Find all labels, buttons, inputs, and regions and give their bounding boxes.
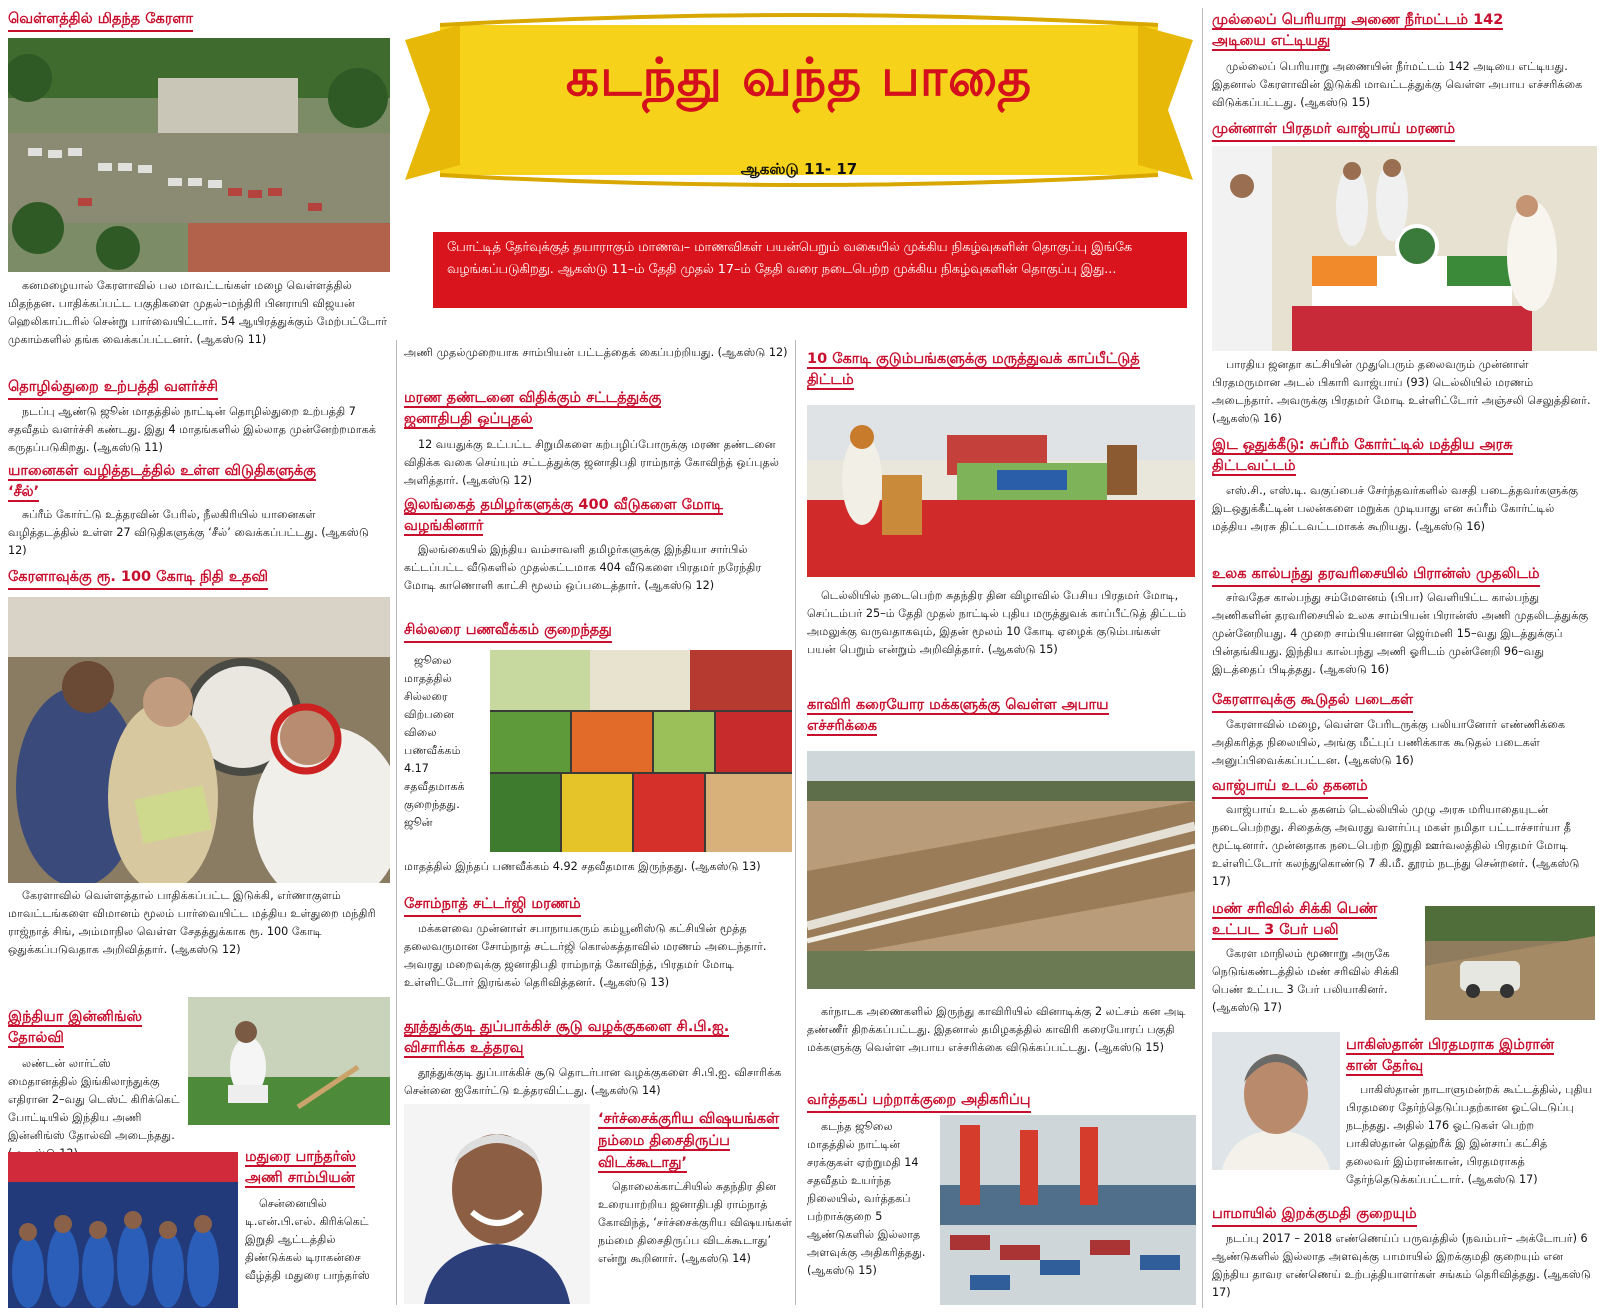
industry-text: நடப்பு ஆண்டு ஜூன் மாதத்தில் நாட்டின் தொழில்துறை உற்பத்தி 7 சதவீதம் வளர்ச்சி கண்டது. இது 4 மாதங்களில் இல்லாத முன்னேற்றமாகக் கருதப்படுகிறது. (ஆகஸ்டு 11) — [8, 405, 377, 454]
kohli-photo — [188, 997, 390, 1125]
intro-box — [433, 232, 1187, 308]
headline-india-loss: இந்தியா இன்னிங்ஸ் தோல்வி — [8, 1009, 143, 1046]
mullai-text: முல்லைப் பெரியாறு அணையின் நீர்மட்டம் 142 அடியை எட்டியது. இதனால் கேரளாவின் இடுக்கி மாவட்டத்துக்கு வெள்ள அபாய எச்சரிக்கை விடுக்கப்பட்டது. (ஆகஸ்டு 15) — [1212, 60, 1583, 109]
headline-thoothukudi: தூத்துக்குடி துப்பாக்கிச் சூடு வழக்குகளை சி.பி.ஐ. விசாரிக்க உத்தரவு — [404, 1019, 730, 1056]
madurai-continued: அணி முதல்முறையாக சாம்பியன் பட்டத்தைக் கைப்பற்றியது. (ஆகஸ்டு 12) — [404, 346, 788, 359]
cremation-text: வாஜ்பாய் உடல் தகனம் டெல்லியில் முழு அரசு மரியாதையுடன் நடைபெற்றது. சிதைக்கு அவரது வளர்ப்பு மகள் நமிதா பட்டாச்சார்யா தீ மூட்டினார். முன்னதாக நடைபெற்ற இறுதி ஊர்வலத்தில் பிரதமர் மோடி உள்ளிட்டோர் கலந்துகொண்டு 7 கி.மீ. தூரம் நடந்து சென்றனர். (ஆகஸ்டு 17) — [1212, 803, 1580, 888]
trade-text: கடந்த ஜூலை மாதத்தில் நாட்டின் சரக்குகள் ஏற்றுமதி 14 சதவீதம் உயர்ந்த நிலையில், வர்த்தகப் பற்றாக்குறை 5 ஆண்டுகளில் இல்லாத அளவுக்கு அதிகரித்தது. (ஆகஸ்டு 15) — [807, 1120, 926, 1277]
madurai-team-photo — [8, 1152, 238, 1308]
madurai-text: சென்னையில் டி.என்.பி.எல். கிரிக்கெட் இறுதி ஆட்டத்தில் திண்டுக்கல் டிராகன்சை வீழ்த்தி மதுரை பாந்தர்ஸ் — [245, 1197, 370, 1282]
column-rule — [795, 340, 796, 1305]
somnath-text: மக்களவை முன்னாள் சபாநாயகரும் கம்யூனிஸ்டு கட்சியின் மூத்த தலைவருமான சோம்நாத் சட்டர்ஜி கொல்கத்தாவில் மரணம் அடைந்தார். அவரது மறைவுக்கு ஜனாதிபதி ராம்நாத் கோவிந்த், பிரதமர் மோடி உள்ளிட்டோர் இரங்கல் தெரிவித்தனர். (ஆகஸ்டு 13) — [404, 922, 767, 989]
kerala-flood-photo — [8, 38, 390, 272]
headline-madurai: மதுரை பாந்தர்ஸ் அணி சாம்பியன் — [245, 1149, 356, 1186]
inflation-text-narrow: ஜூலை மாதத்தில் சில்லரை விற்பனை விலை பணவீக்கம் 4.17 சதவீதமாகக் குறைந்தது. ஜூன் — [404, 654, 465, 829]
health-text: டெல்லியில் நடைபெற்ற சுதந்திர தின விழாவில் பேசிய பிரதமர் மோடி, செப்டம்பர் 25–ம் தேதி முதல் நாட்டில் புதிய மருத்துவக் காப்பீட்டுத் திட்டம் அமலுக்கு வருவதாகவும், இதன் மூலம் 10 கோடி ஏழைக் குடும்பங்கள் பயன் பெறும் என்றும் அறிவித்தார். (ஆகஸ்டு 15) — [807, 589, 1187, 656]
vajpayee-text: பாரதிய ஜனதா கட்சியின் முதுபெரும் தலைவரும் முன்னாள் பிரதமருமான அடல் பிகாரி வாஜ்பாய் (93) டெல்லியில் மரணம் அடைந்தார். அவருக்கு பிரதமர் மோடி உள்ளிட்டோர் அஞ்சலி செலுத்தினர். (ஆகஸ்டு 16) — [1212, 358, 1591, 425]
headline-elephant: யானைகள் வழித்தடத்தில் உள்ள விடுதிகளுக்கு ‘சீல்’ — [8, 463, 316, 500]
headline-houses: இலங்கைத் தமிழர்களுக்கு 400 வீடுகளை மோடி வழங்கினார் — [404, 497, 723, 534]
headline-fifa: உலக கால்பந்து தரவரிசையில் பிரான்ஸ் முதலிடம் — [1212, 565, 1540, 587]
modi-red-fort-photo — [807, 405, 1195, 577]
column-rule — [396, 340, 397, 1305]
headline-vajpayee: முன்னாள் பிரதமர் வாஜ்பாய் மரணம் — [1212, 120, 1455, 142]
banner-date: ஆகஸ்டு 11- 17 — [740, 160, 858, 178]
landslide-photo — [1425, 906, 1595, 1020]
headline-landslide: மண் சரிவில் சிக்கி பெண் உட்பட 3 பேர் பலி — [1212, 901, 1378, 938]
inflation-text-wide: மாதத்தில் இந்தப் பணவீக்கம் 4.92 சதவீதமாக இருந்தது. (ஆகஸ்டு 13) — [404, 860, 761, 873]
kaveri-text: கர்நாடக அணைகளில் இருந்து காவிரியில் வினாடிக்கு 2 லட்சம் கன அடி தண்ணீர் திறக்கப்பட்டது. இதனால் தமிழகத்தில் காவிரி கரையோரப் பகுதி மக்களுக்கு வெள்ள அபாய எச்சரிக்கை விடுக்கப்பட்டது. (ஆகஸ்டு 15) — [807, 1005, 1186, 1054]
headline-kovind: ‘சர்ச்சைக்குரிய விஷயங்கள் நம்மை திசைதிருப்ப விடக்கூடாது’ — [598, 1111, 780, 1171]
headline-mullai: முல்லைப் பெரியாறு அணை நீர்மட்டம் 142 அடியை எட்டியது — [1212, 12, 1504, 49]
intro-text: போட்டித் தேர்வுக்குத் தயாராகும் மாணவ– மாணவிகள் பயன்பெறும் வகையில் முக்கிய நிகழ்வுகளின் தொகுப்பு இங்கே வழங்கப்படுகிறது. ஆகஸ்டு 11–ம் தேதி முதல் 17–ம் தேதி வரை நடைபெற்ற முக்கிய நிகழ்வுகளின் தொகுப்பு இது... — [447, 240, 1133, 277]
headline-cremation: வாஜ்பாய் உடல் தகனம் — [1212, 777, 1368, 799]
headline-kerala-aid: கேரளாவுக்கு ரூ. 100 கோடி நிதி உதவி — [8, 568, 268, 590]
port-photo — [940, 1115, 1196, 1305]
headline-health: 10 கோடி குடும்பங்களுக்கு மருத்துவக் காப்பீட்டுத் திட்டம் — [807, 351, 1140, 388]
imran-text: பாகிஸ்தான் நாடாளுமன்றக் கூட்டத்தில், புதிய பிரதமரை தேர்ந்தெடுப்பதற்கான ஓட்டெடுப்பு நடந்தது. அதில் 176 ஓட்டுகள் பெற்ற பாகிஸ்தான் தெஹ்ரீக் இ இன்சாப் கட்சித் தலைவர் இம்ரான்கான், பிரதமராகத் தேர்ந்தெடுக்கப்பட்டார். (ஆகஸ்டு 17) — [1346, 1083, 1593, 1186]
headline-forces: கேரளாவுக்கு கூடுதல் படைகள் — [1212, 691, 1413, 713]
landslide-text: கேரள மாநிலம் மூணாறு அருகே நெடுங்கண்டத்தில் மண் சரிவில் சிக்கி பெண் உட்பட 3 பேர் பலியாகினர். (ஆகஸ்டு 17) — [1212, 947, 1399, 1014]
headline-trade: வர்த்தகப் பற்றாக்குறை அதிகரிப்பு — [807, 1091, 1031, 1113]
india-loss-text: லண்டன் லார்ட்ஸ் மைதானத்தில் இங்கிலாந்துக்கு எதிரான 2–வது டெஸ்ட் கிரிக்கெட் போட்டியில் இந்திய அணி இன்னிங்ஸ் தோல்வி அடைந்தது. — [8, 1057, 180, 1142]
headline-somnath: சோம்நாத் சட்டர்ஜி மரணம் — [404, 895, 581, 917]
fifa-text: சர்வதேச கால்பந்து சம்மேளனம் (பிபா) வெளியிட்ட கால்பந்து அணிகளின் தரவரிசையில் உலக சாம்பியன் பிரான்ஸ் அணி முதலிடத்துக்கு முன்னேறியது. 4 முறை சாம்பியனான ஜெர்மனி 15–வது இடத்துக்குப் பின்தங்கியது. இந்திய கால்பந்து அணி ஓரிடம் முன்னேறி 96–வது இடத்தைப் பிடித்தது. (ஆகஸ்டு 16) — [1212, 591, 1589, 676]
headline-death-penalty: மரண தண்டனை விதிக்கும் சட்டத்துக்கு ஜனாதிபதி ஒப்புதல் — [404, 390, 662, 427]
headline-quota: இட ஒதுக்கீடு: சுப்ரீம் கோர்ட்டில் மத்திய அரசு திட்டவட்டம் — [1212, 437, 1513, 474]
headline-palm: பாமாயில் இறக்குமதி குறையும் — [1212, 1205, 1417, 1227]
vegetables-photo — [490, 650, 792, 852]
headline-kerala-flood: வெள்ளத்தில் மிதந்த கேரளா — [8, 10, 193, 32]
quota-text: எஸ்.சி., எஸ்.டி. வகுப்பைச் சேர்ந்தவர்களில் வசதி படைத்தவர்களுக்கு இடஒதுக்கீட்டின் பலன்களை மறுக்க முடியாது என சுப்ரீம் கோர்ட்டில் மத்திய அரசு திட்டவட்டமாகக் கூறியது. (ஆகஸ்டு 16) — [1212, 484, 1579, 533]
kovind-text: தொலைக்காட்சியில் சுதந்திர தின உரையாற்றிய ஜனாதிபதி ராம்நாத் கோவிந்த், ‘சர்ச்சைக்குரிய விஷயங்கள் நம்மை திசைதிருப்ப விடக்கூடாது’ என்று கூறினார். (ஆகஸ்டு 14) — [598, 1180, 792, 1265]
headline-industry: தொழில்துறை உற்பத்தி வளர்ச்சி — [8, 378, 218, 400]
palm-text: நடப்பு 2017 – 2018 எண்ணெய்ப் பருவத்தில் (நவம்பர்– அக்டோபர்) 6 ஆண்டுகளில் இல்லாத அளவுக்கு பாமாயில் இறக்குமதி குறையும் என இந்திய தாவர எண்ணெய் உற்பத்தியாளர்கள் சங்கம் தெரிவித்தது. (ஆகஸ்டு 17) — [1212, 1232, 1591, 1299]
elephant-text: சுப்ரீம் கோர்ட்டு உத்தரவின் பேரில், நீலகிரியில் யானைகள் வழித்தடத்தில் உள்ள 27 விடுதிகளுக்கு ‘சீல்’ வைக்கப்பட்டது. (ஆகஸ்டு 12) — [8, 508, 369, 557]
houses-text: இலங்கையில் இந்திய வம்சாவளி தமிழர்களுக்கு இந்தியா சார்பில் கட்டப்பட்ட வீடுகளில் முதல்கட்டமாக 404 வீடுகளை பிரதமர் நரேந்திர மோடி காணொளி காட்சி மூலம் ஒப்படைத்தார். (ஆகஸ்டு 12) — [404, 543, 762, 592]
kerala-flood-text: கனமழையால் கேரளாவில் பல மாவட்டங்கள் மழை வெள்ளத்தில் மிதந்தன. பாதிக்கப்பட்ட பகுதிகளை முதல்–மந்திரி பினராயி விஜயன் ஹெலிகாப்டரில் சென்று பார்வையிட்டார். 54 ஆயிரத்துக்கும் மேற்பட்டோர் முகாம்களில் தங்க வைக்கப்பட்டனர். (ஆகஸ்டு 11) — [8, 279, 388, 346]
forces-text: கேரளாவில் மழை, வெள்ள பேரிடருக்கு பலியானோர் எண்ணிக்கை அதிகரித்த நிலையில், அங்கு மீட்புப் பணிக்காக கூடுதல் படைகள் அனுப்பிவைக்கப்பட்டன. (ஆகஸ்டு 16) — [1212, 718, 1566, 767]
thoothukudi-text: தூத்துக்குடி துப்பாக்கிச் சூடு தொடர்பான வழக்குகளை சி.பி.ஐ. விசாரிக்க சென்னை ஐகோர்ட்டு உத்தரவிட்டது. (ஆகஸ்டு 14) — [404, 1066, 782, 1097]
headline-inflation: சில்லரை பணவீக்கம் குறைந்தது — [404, 621, 612, 643]
vajpayee-tribute-photo — [1212, 146, 1597, 351]
headline-kaveri: காவிரி கரையோர மக்களுக்கு வெள்ள அபாய எச்சரிக்கை — [807, 697, 1109, 734]
kaveri-bridge-photo — [807, 751, 1195, 989]
imran-khan-photo — [1212, 1032, 1340, 1170]
kerala-aid-text: கேரளாவில் வெள்ளத்தால் பாதிக்கப்பட்ட இடுக்கி, எர்ணாகுளம் மாவட்டங்களை விமானம் மூலம் பார்வையிட்ட மத்திய உள்துறை மந்திரி ராஜ்நாத் சிங், அம்மாநில வெள்ள சேதத்துக்காக ரூ. 100 கோடி ஒதுக்கப்படுவதாக அறிவித்தார். (ஆகஸ்டு 12) — [8, 889, 376, 956]
death-penalty-text: 12 வயதுக்கு உட்பட்ட சிறுமிகளை கற்பழிப்போருக்கு மரண தண்டனை விதிக்க வகை செய்யும் சட்டத்துக்கு ஜனாதிபதி ராம்நாத் கோவிந்த் ஒப்புதல் அளித்தார். (ஆகஸ்டு 12) — [404, 438, 780, 487]
rajnath-helicopter-photo — [8, 597, 390, 883]
kovind-photo — [404, 1104, 590, 1304]
headline-imran: பாகிஸ்தான் பிரதமராக இம்ரான் கான் தேர்வு — [1346, 1037, 1555, 1074]
column-rule — [1202, 8, 1203, 1308]
banner-title: கடந்து வந்த பாதை — [565, 48, 1033, 108]
